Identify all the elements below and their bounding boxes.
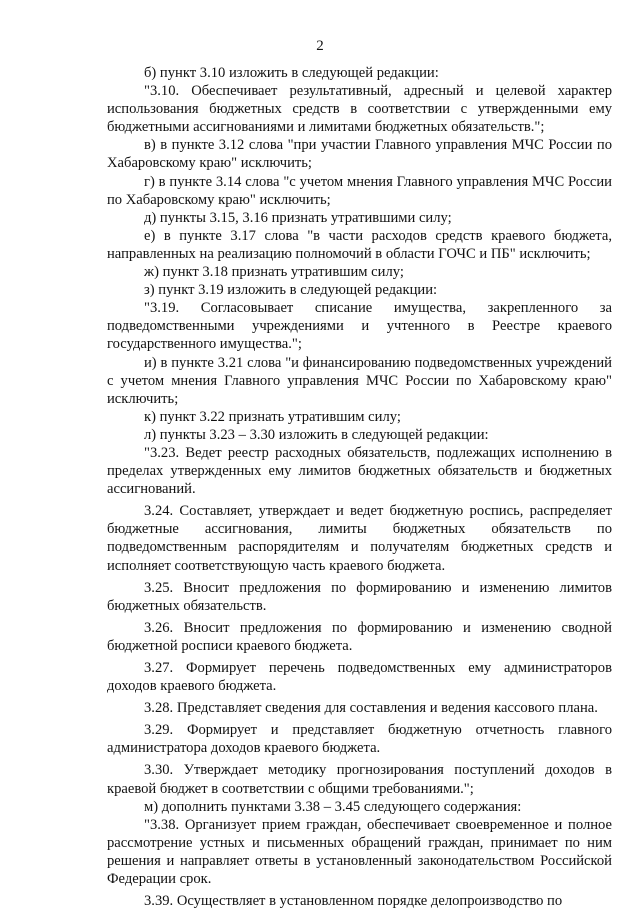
paragraph: д) пункты 3.15, 3.16 признать утратившими силу;: [144, 209, 452, 226]
paragraph: б) пункт 3.10 изложить в следующей редакции:: [144, 65, 439, 81]
paragraph: м) дополнить пунктами 3.38 – 3.45 следующего содержания:: [144, 798, 522, 815]
paragraph: ж) пункт 3.18 признать утратившим силу;: [144, 264, 404, 281]
paragraph: "3.19. Согласовывает списание имущества, закрепленного за подведомственными учреждениями и учтенного в Реестре краевого государственного имущества.";: [107, 300, 612, 353]
paragraph: 3.29. Формирует и представляет бюджетную отчетность главного администратора доходов краевого бюджета.: [107, 722, 612, 757]
paragraph: "3.38. Организует прием граждан, обеспечивает своевременное и полное рассмотрение устных и письменных обращений граждан, принимает по ним решения и направляет ответы в установленный законодательством Российской Федерации срок.: [107, 816, 612, 888]
paragraph: 3.30. Утверждает методику прогнозирования поступлений доходов в краевой бюджет в соответствии с общими требованиями.";: [107, 762, 612, 797]
paragraph: г) в пункте 3.14 слова "с учетом мнения Главного управления МЧС России по Хабаровскому краю" исключить;: [107, 173, 612, 208]
paragraph: 3.26. Вносит предложения по формированию и изменению сводной бюджетной росписи краевого бюджета.: [107, 619, 612, 654]
page-number: 2: [316, 38, 324, 54]
paragraph: "3.23. Ведет реестр расходных обязательств, подлежащих исполнению в пределах утвержденных ему лимитов бюджетных обязательств и бюджетных ассигнований.: [107, 444, 612, 498]
paragraph: и) в пункте 3.21 слова "и финансированию подведомственных учреждений с учетом мнения Главного управления МЧС России по Хабаровскому краю" исключить;: [107, 354, 612, 407]
paragraph: л) пункты 3.23 – 3.30 изложить в следующей редакции:: [144, 426, 489, 443]
paragraph: 3.39. Осуществляет в установленном порядке делопроизводство по: [144, 893, 563, 910]
paragraph: к) пункт 3.22 признать утратившим силу;: [144, 408, 401, 425]
document-body: [107, 64, 612, 910]
paragraph: "3.10. Обеспечивает результативный, адресный и целевой характер использования бюджетных средств в соответствии с утвержденными ему бюджетными ассигнованиями и лимитами бюджетных обязательств.";: [107, 83, 612, 136]
paragraph: 3.24. Составляет, утверждает и ведет бюджетную роспись, распределяет бюджетные ассигнования, лимиты бюджетных обязательств по подведомственным распорядителям и получателям бюджетных средств и исполняет соответствующую часть краевого бюджета.: [107, 503, 612, 574]
paragraph: е) в пункте 3.17 слова "в части расходов средств краевого бюджета, направленных на реализацию полномочий в области ГОЧС и ПБ" исключить;: [107, 227, 612, 262]
paragraph: в) в пункте 3.12 слова "при участии Главного управления МЧС России по Хабаровскому краю" исключить;: [107, 137, 612, 172]
paragraph: 3.28. Представляет сведения для составления и ведения кассового плана.: [144, 700, 598, 717]
paragraph: 3.25. Вносит предложения по формированию и изменению лимитов бюджетных обязательств.: [107, 579, 612, 614]
paragraph: з) пункт 3.19 изложить в следующей редакции:: [144, 282, 438, 299]
paragraph: 3.27. Формирует перечень подведомственных ему администраторов доходов краевого бюджета.: [107, 660, 612, 695]
